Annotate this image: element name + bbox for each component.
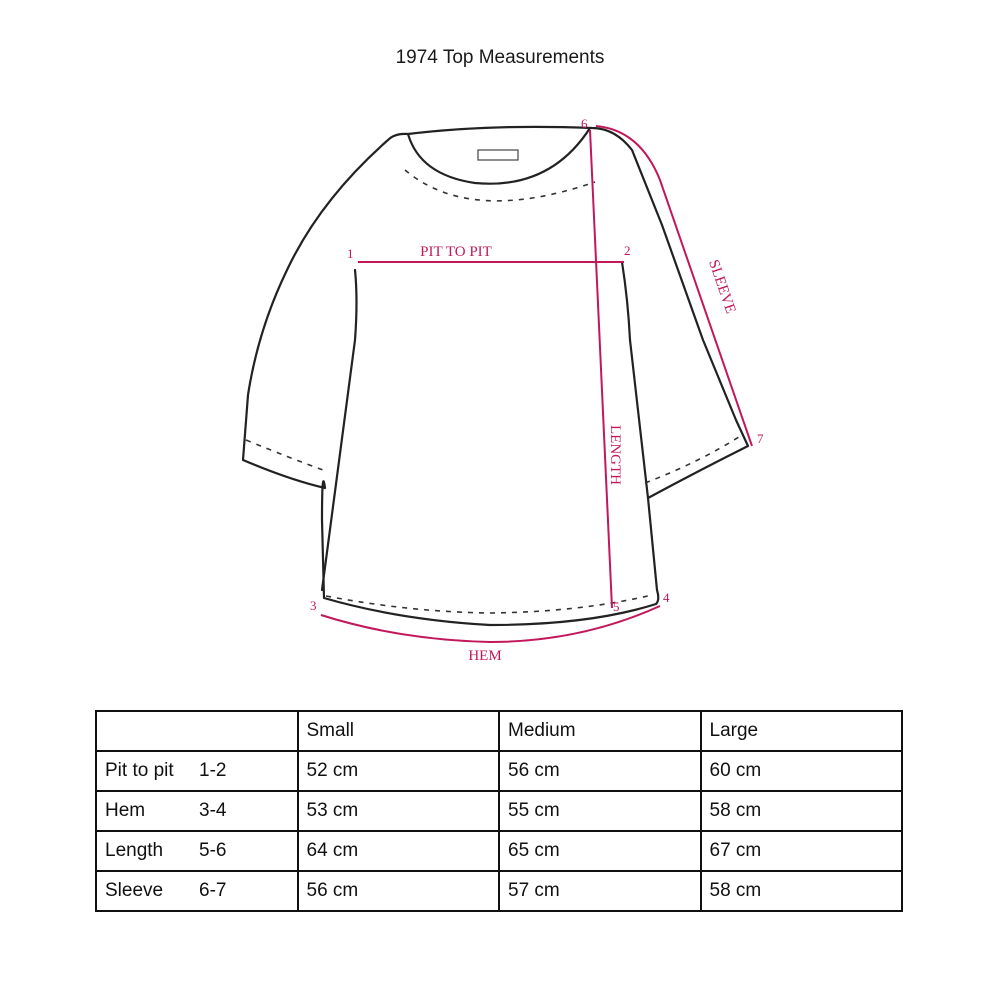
hem-label: HEM	[468, 648, 502, 664]
header-cell-medium: Medium	[499, 711, 701, 751]
measurement-cell	[96, 791, 298, 831]
large-value: 58 cm	[701, 871, 903, 911]
pit-to-pit-label: PIT TO PIT	[420, 244, 492, 260]
table-row	[96, 831, 902, 871]
stitching	[246, 170, 742, 613]
table-header-row	[96, 711, 902, 751]
measurement-cell	[96, 871, 298, 911]
medium-value: 57 cm	[499, 871, 701, 911]
measurement-name: Pit to pit	[105, 760, 174, 781]
point-6: 6	[581, 116, 588, 131]
large-value: 60 cm	[701, 751, 903, 791]
measurement-name: Hem	[105, 800, 146, 821]
medium-value: 65 cm	[499, 831, 701, 871]
length-label: LENGTH	[607, 425, 623, 485]
large-value: 67 cm	[701, 831, 903, 871]
measurement-name: Sleeve	[105, 880, 164, 901]
point-4: 4	[663, 590, 670, 605]
sleeve-label: SLEEVE	[705, 257, 739, 316]
header-cell-small: Small	[298, 711, 500, 751]
point-2: 2	[624, 243, 631, 258]
table-row	[96, 791, 902, 831]
table-row	[96, 751, 902, 791]
small-value: 56 cm	[298, 871, 500, 911]
page-title: 1974 Top Measurements	[395, 47, 605, 68]
header-cell-large: Large	[701, 711, 903, 751]
measurement-lines	[321, 126, 752, 642]
point-5: 5	[613, 599, 620, 614]
point-3: 3	[310, 598, 317, 613]
measurement-points: 1-2	[199, 760, 227, 781]
small-value: 64 cm	[298, 831, 500, 871]
neck-label-tag	[478, 150, 518, 160]
point-1: 1	[347, 246, 354, 261]
medium-value: 55 cm	[499, 791, 701, 831]
small-value: 53 cm	[298, 791, 500, 831]
measurement-cell	[96, 831, 298, 871]
size-chart-table	[95, 710, 903, 912]
small-value: 52 cm	[298, 751, 500, 791]
measurement-cell	[96, 751, 298, 791]
table-row	[96, 871, 902, 911]
large-value: 58 cm	[701, 791, 903, 831]
point-numbers	[310, 116, 764, 614]
medium-value: 56 cm	[499, 751, 701, 791]
header-cell-empty	[96, 711, 298, 751]
length-line	[590, 130, 612, 608]
measurement-points: 5-6	[199, 840, 227, 861]
shirt-outline	[243, 127, 748, 625]
measurement-name: Length	[105, 840, 164, 861]
measurement-points: 6-7	[199, 880, 227, 901]
point-7: 7	[757, 431, 764, 446]
measurement-points: 3-4	[199, 800, 227, 821]
